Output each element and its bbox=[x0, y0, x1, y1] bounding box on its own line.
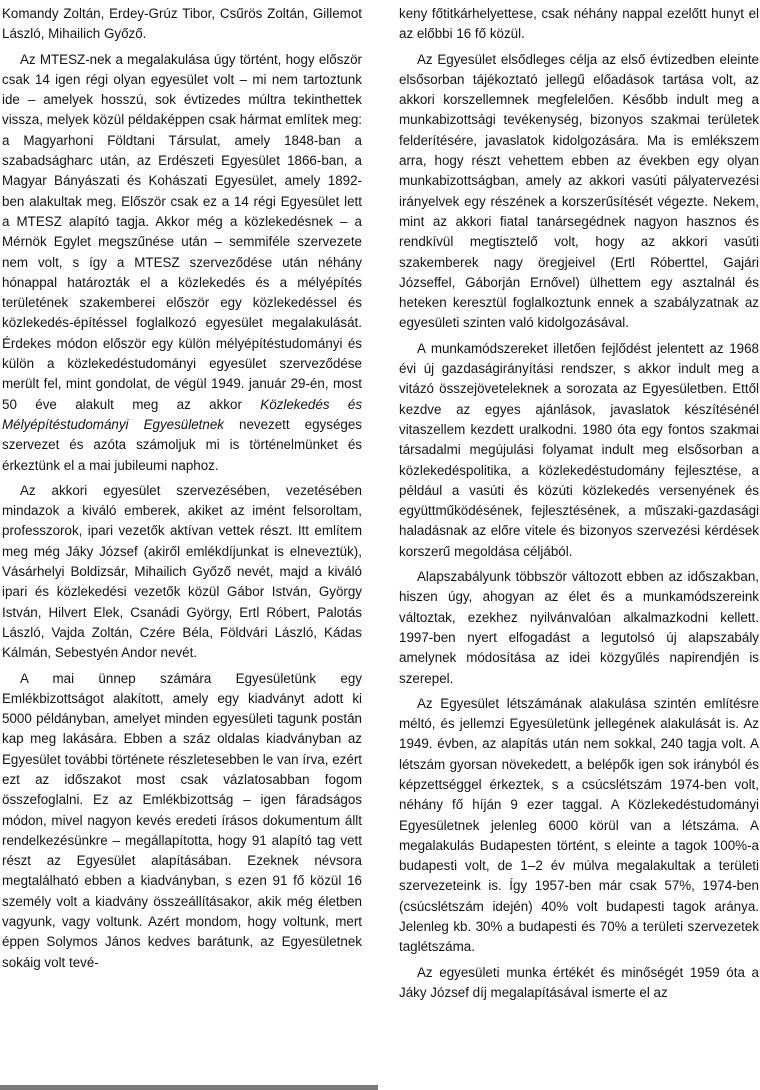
organization-name-italic: Közlekedés és Mélyépítéstudományi Egyesületnek bbox=[2, 396, 363, 432]
paragraph: Az Egyesület elsődleges célja az első évtizedben eleinte elsősorban tájékoztató jellegű előadások tartása volt, az akkori korszellemnek megfelelően. Később indult meg a munkabizottsági tevékenység, bizonyos szakmai területek felderítésére, javaslatok kidolgozására. Ma is emlékszem arra, hogy részt vehettem ebben az években egy olyan munkabizottságban, amely az akkori vasúti pályatervezési irányelvek egy részének a korszerűsítését végezte. Nekem, mint az akkori fiatal tanársegédnek nagyon hasznos és rendkívül megtisztelő volt, hogy az akkori vasúti szakemberek nagy öregjeivel (Ertl Róberttel, Gajári Józseffel, Gáborján Ernővel) ülhettem egy asztalnál és heteken keresztül foglalkoztunk ennek a szabályzatnak az egyesületi szinten való kidolgozásával. bbox=[399, 51, 759, 331]
paragraph: Az egyesületi munka értékét és minőségét 1959 óta a Jáky József díj megalapításával ismerte el az bbox=[399, 964, 759, 1000]
paragraph: A mai ünnep számára Egyesületünk egy Emlékbizottságot alakított, amely egy kiadványt adott ki 5000 példányban, amelyet minden egyesületi tagunk postán kap meg lakására. Ebben a száz oldalas kiadványban az Egyesület további története részletesebben le van írva, ezért ezt az időszakot most csak vázlatosabban fogom összefoglalni. Ez az Emlékbizottság – igen fáradságos módon, mivel nagyon kevés eredeti írásos dokumentum állt rendelkezésünkre – megállapította, hogy 91 alapító tag vett részt az Egyesület alapításában. Ezeknek névsora megtalálható ebben a kiadványban, s ezen 91 fő közül 16 személy volt a kiadvány összeállításakor, akik még életben vagyunk, vagy voltunk. Azért mondom, hogy voltunk, mert éppen Solymos János kedves barátunk, az Egyesületnek sokáig volt tevé- bbox=[2, 670, 362, 970]
paragraph: Az Egyesület létszámának alakulása szintén említésre méltó, és jellemzi Egyesületünk jellegének alakulását is. Az 1949. évben, az alapítás után nem sokkal, 240 tagja volt. A létszám gyorsan növekedett, a belépők igen sok irányból és képzettséggel érkeztek, s a csúcslétszám 1974-ben volt, néhány fő híján 9 ezer taggal. A Közlekedéstudományi Egyesületnek jelenleg 6000 körül van a létszáma. A megalakulás Budapesten történt, s eleinte a tagok 100%-a budapesti volt, de 1–2 év múlva megalakultak a területi szervezeteink is. Így 1957-ben már csak 57%, 1974-ben (csúcslétszám idején) 40% volt budapesti tagok aránya. Jelenleg kb. 30% a budapesti és 70% a területi szervezetek taglétszáma. bbox=[399, 695, 759, 955]
bottom-rule bbox=[0, 1085, 378, 1090]
paragraph: Komandy Zoltán, Erdey-Grúz Tibor, Csűrös Zoltán, Gillemot László, Mihailich Győző. bbox=[2, 6, 362, 42]
paragraph: A munkamódszereket illetően fejlődést jelentett az 1968 évi új gazdaságirányítási rendszer, s akkor indult meg a vitázó összejöveteleknek a sorozata az Egyesületben. Ettől kezdve az egyes ajánlások, javaslatok készítésénél vitaszellem kezdett uralkodni. 1980 óta egy fontos szakmai társadalmi megújulási folyamat indult meg elsősorban a közlekedéspolitika, a közlekedéstudomány fejlesztése, a például a vasúti és közúti közlekedés versenyének és együttműködésének, fejlesztésének, a műszaki-gazdasági haladásnak az előre vitele és bizonyos szervezési kérdések korszerű megoldása céljából. bbox=[399, 340, 759, 559]
paragraph: Alapszabályunk többször változott ebben az időszakban, hiszen úgy, ahogyan az élet és a munkamódszereink változtak, ezekhez nyilvánvalóan alkalmazkodni kellett. 1997-ben nyert elfogadást a legutolsó új alapszabály amelynek módosítása az idei közgyűlés napirendjén is szerepel. bbox=[399, 569, 759, 686]
paragraph: Az MTESZ-nek a megalakulása úgy történt, hogy először csak 14 igen régi olyan egyesület volt – mi nem tartoztunk ide – amelyek hosszú, sok évtizedes múltra tekinthettek vissza, melyek közül példaképpen csak hármat említek meg: a Magyarhoni Földtani Társulat, amely 1848-ban a szabadságharc után, az Erdészeti Egyesület 1866-ban, a Magyar Bányászati és Kohászati Egyesület, amely 1892-ben alakultak meg. Először csak ez a 14 régi Egyesület lett a MTESZ alapító tagja. Akkor még a közlekedésnek – a Mérnök Egylet megszűnése után – semmiféle szervezete nem volt, s így a MTESZ szerveződése után néhány hónappal határozták el a közlekedés és a mélyépítés területének szakemberei először egy közlekedéssel és közlekedés-építéssel foglalkozó egyesület megalakulását. Érdekes módon először egy külön mélyépítéstudományi és külön a közlekedéstudományi egyesület szerveződése merült fel, mint gondolat, de végül 1949. január 29-én, most 50 éve alakult meg az akkor Közlekedés és Mélyépítéstudományi Egyesületnek nevezett egységes szervezet és azóta számoljuk mi is történelmünket és érkeztünk el a mai jubileumi naphoz. bbox=[2, 51, 363, 473]
paragraph: Az akkori egyesület szervezésében, vezetésében mindazok a kiváló emberek, akiket az imént felsoroltam, professzorok, ipari vezetők aktívan vettek részt. Itt említem meg még Jáky József (akiről emlékdíjunkat is elneveztük), Vásárhelyi Boldizsár, Mihailich Győző nevét, majd a kiváló ipari és közlekedési vezetők közül Gábor István, György István, Hilvert Elek, Csanádi György, Ertl Róbert, Palotás László, Vajda Zoltán, Czére Béla, Földvári László, Kádas Kálmán, Sebestyén Andor nevét. bbox=[2, 482, 362, 661]
left-column bbox=[2, 4, 362, 973]
right-column bbox=[399, 4, 759, 1003]
paragraph: keny főtitkárhelyettese, csak néhány nappal ezelőtt hunyt el az előbbi 16 fő közül. bbox=[399, 6, 759, 42]
